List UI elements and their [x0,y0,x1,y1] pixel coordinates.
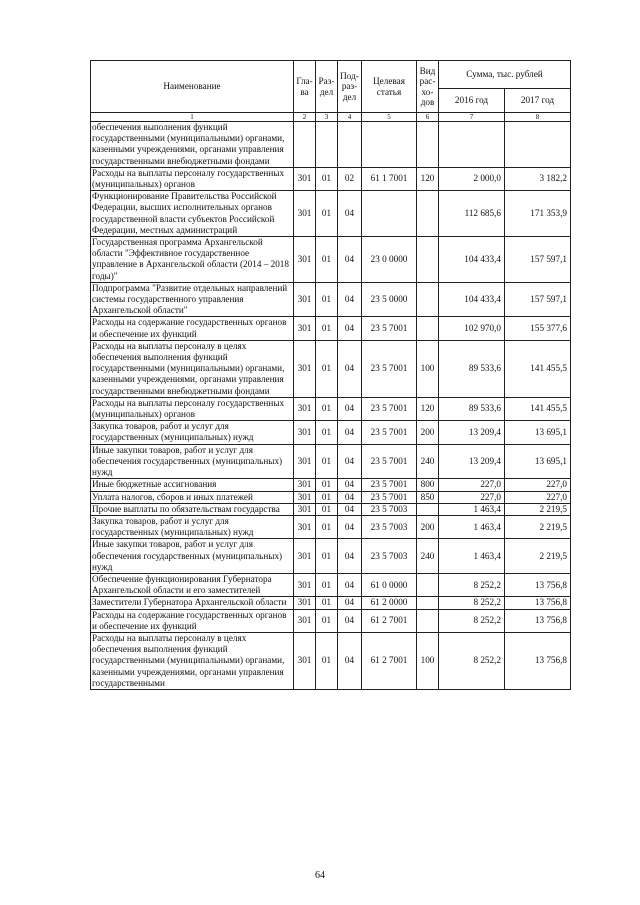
row-podrazdel: 04 [338,515,362,538]
row-expense-type: 200 [417,515,439,538]
row-expense-type: 100 [417,632,439,689]
row-name: Обеспечение функционирования Губернатора Архангельской области и его заместителей [91,573,294,596]
row-expense-type [417,317,439,340]
row-sum-2016: 102 970,0 [439,317,505,340]
row-sum-2017 [505,122,571,168]
header-year-2016: 2016 год [439,89,505,113]
row-expense-type: 800 [417,479,439,491]
header-sum: Сумма, тыс. рублей [439,61,571,89]
table-row [91,421,571,444]
row-name: Расходы на выплаты персоналу в целях обеспечения выполнения функций государственными (муниципальными) органами, казенными учреждениями, органами управления государственными внебюджетными фондами [91,340,294,397]
row-podrazdel: 04 [338,479,362,491]
row-podrazdel: 04 [338,632,362,689]
row-sum-2016: 1 463,4 [439,539,505,574]
row-glava: 301 [294,503,316,515]
row-expense-type [417,122,439,168]
row-glava: 301 [294,597,316,609]
header-year-2017: 2017 год [505,89,571,113]
row-glava: 301 [294,421,316,444]
row-target-article: 23 5 7001 [362,491,417,503]
row-sum-2017: 13 695,1 [505,421,571,444]
table-row [91,237,571,283]
row-razdel: 01 [316,573,338,596]
row-glava: 301 [294,491,316,503]
column-number: 3 [316,113,338,122]
row-razdel: 01 [316,444,338,479]
row-name: Заместители Губернатора Архангельской области [91,597,294,609]
row-podrazdel: 04 [338,573,362,596]
row-podrazdel: 04 [338,317,362,340]
row-name: Расходы на выплаты персоналу в целях обеспечения выполнения функций государственными (муниципальными) органами, казенными учреждениями, органами управления государственными [91,632,294,689]
table-row [91,573,571,596]
row-name: Иные закупки товаров, работ и услуг для обеспечения государственных (муниципальных) нужд [91,539,294,574]
row-expense-type [417,609,439,632]
row-expense-type [417,573,439,596]
row-sum-2016: 13 209,4 [439,421,505,444]
row-glava: 301 [294,340,316,397]
row-glava [294,122,316,168]
row-target-article: 61 2 7001 [362,609,417,632]
row-glava: 301 [294,609,316,632]
row-name: Подпрограмма "Развитие отдельных направлений системы государственного управления Архангельской области" [91,282,294,317]
row-sum-2016: 1 463,4 [439,515,505,538]
row-glava: 301 [294,479,316,491]
table-row [91,397,571,420]
row-sum-2016: 1 463,4 [439,503,505,515]
table-row [91,597,571,609]
row-sum-2017: 2 219,5 [505,539,571,574]
row-sum-2017: 13 756,8 [505,573,571,596]
row-glava: 301 [294,539,316,574]
row-target-article: 61 2 0000 [362,597,417,609]
row-sum-2017: 2 219,5 [505,503,571,515]
row-razdel: 01 [316,397,338,420]
row-name: Государственная программа Архангельской области "Эффективное государственное управление в Архангельской области (2014 – 2018 годы)" [91,237,294,283]
row-razdel: 01 [316,515,338,538]
row-glava: 301 [294,191,316,237]
row-target-article: 23 5 7001 [362,479,417,491]
row-sum-2017: 13 695,1 [505,444,571,479]
row-sum-2017: 227,0 [505,479,571,491]
row-sum-2016: 13 209,4 [439,444,505,479]
row-target-article: 61 1 7001 [362,167,417,190]
header-expense-type: Вид рас- хо- дов [417,61,439,113]
row-razdel: 01 [316,282,338,317]
row-razdel: 01 [316,503,338,515]
row-sum-2016: 8 252,2 [439,573,505,596]
row-expense-type: 100 [417,340,439,397]
row-sum-2016: 8 252,2 [439,632,505,689]
table-row [91,539,571,574]
row-sum-2017: 141 455,5 [505,397,571,420]
column-number: 4 [338,113,362,122]
row-name: Иные бюджетные ассигнования [91,479,294,491]
row-sum-2017: 141 455,5 [505,340,571,397]
row-razdel: 01 [316,491,338,503]
row-sum-2016: 112 685,6 [439,191,505,237]
row-expense-type: 200 [417,421,439,444]
row-name: Функционирование Правительства Российской Федерации, высших исполнительных органов государственной власти субъектов Российской Федерации, местных администраций [91,191,294,237]
row-razdel: 01 [316,191,338,237]
table-row [91,479,571,491]
row-podrazdel: 04 [338,444,362,479]
row-name: Расходы на содержание государственных органов и обеспечение их функций [91,609,294,632]
row-razdel: 01 [316,167,338,190]
column-number: 7 [439,113,505,122]
row-razdel: 01 [316,479,338,491]
table-row [91,122,571,168]
row-podrazdel [338,122,362,168]
row-sum-2017: 155 377,6 [505,317,571,340]
row-razdel: 01 [316,340,338,397]
table-row [91,282,571,317]
row-name: Закупка товаров, работ и услуг для государственных (муниципальных) нужд [91,515,294,538]
row-target-article: 23 5 0000 [362,282,417,317]
row-sum-2017: 227,0 [505,491,571,503]
row-sum-2016: 227,0 [439,479,505,491]
row-name: Прочие выплаты по обязательствам государства [91,503,294,515]
row-target-article: 61 0 0000 [362,573,417,596]
row-sum-2016: 227,0 [439,491,505,503]
table-row [91,632,571,689]
row-podrazdel: 04 [338,397,362,420]
row-podrazdel: 04 [338,609,362,632]
column-number: 1 [91,113,294,122]
table-row [91,340,571,397]
row-target-article: 23 5 7001 [362,340,417,397]
table-row [91,191,571,237]
row-sum-2016: 104 433,4 [439,282,505,317]
row-expense-type [417,191,439,237]
row-podrazdel: 02 [338,167,362,190]
header-name: Наименование [91,61,294,113]
row-podrazdel: 04 [338,503,362,515]
row-target-article: 23 5 7003 [362,539,417,574]
row-sum-2016 [439,122,505,168]
row-glava: 301 [294,237,316,283]
row-razdel: 01 [316,597,338,609]
row-sum-2016: 104 433,4 [439,237,505,283]
row-razdel: 01 [316,421,338,444]
row-glava: 301 [294,167,316,190]
row-target-article [362,191,417,237]
table-body [91,122,571,690]
header-razdel: Раз- дел [316,61,338,113]
row-sum-2017: 157 597,1 [505,282,571,317]
row-target-article: 23 0 0000 [362,237,417,283]
row-target-article: 23 5 7001 [362,397,417,420]
row-razdel: 01 [316,317,338,340]
row-expense-type [417,282,439,317]
page-number: 64 [315,870,325,881]
row-sum-2017: 2 219,5 [505,515,571,538]
row-sum-2016: 2 000,0 [439,167,505,190]
row-sum-2017: 3 182,2 [505,167,571,190]
row-expense-type: 120 [417,397,439,420]
header-target-article: Целевая статья [362,61,417,113]
row-expense-type [417,597,439,609]
row-name: Расходы на выплаты персоналу государственных (муниципальных) органов [91,397,294,420]
row-name: Закупка товаров, работ и услуг для государственных (муниципальных) нужд [91,421,294,444]
row-sum-2017: 171 353,9 [505,191,571,237]
row-podrazdel: 04 [338,491,362,503]
row-sum-2017: 13 756,8 [505,609,571,632]
row-glava: 301 [294,632,316,689]
table-row [91,444,571,479]
budget-table [90,60,571,690]
column-number: 5 [362,113,417,122]
row-sum-2017: 13 756,8 [505,597,571,609]
table-row [91,609,571,632]
row-sum-2016: 8 252,2 [439,609,505,632]
row-podrazdel: 04 [338,282,362,317]
header-glava: Гла- ва [294,61,316,113]
column-number: 8 [505,113,571,122]
column-number: 6 [417,113,439,122]
row-sum-2017: 13 756,8 [505,632,571,689]
row-name: Расходы на выплаты персоналу государственных (муниципальных) органов [91,167,294,190]
row-target-article: 23 5 7001 [362,421,417,444]
row-expense-type: 240 [417,539,439,574]
row-sum-2016: 89 533,6 [439,340,505,397]
row-podrazdel: 04 [338,539,362,574]
row-sum-2017: 157 597,1 [505,237,571,283]
row-podrazdel: 04 [338,421,362,444]
row-name: Иные закупки товаров, работ и услуг для обеспечения государственных (муниципальных) нужд [91,444,294,479]
row-target-article: 61 2 7001 [362,632,417,689]
column-number: 2 [294,113,316,122]
row-expense-type: 120 [417,167,439,190]
table-row [91,515,571,538]
row-name: Уплата налогов, сборов и иных платежей [91,491,294,503]
row-expense-type: 850 [417,491,439,503]
row-target-article: 23 5 7001 [362,317,417,340]
row-glava: 301 [294,515,316,538]
row-razdel: 01 [316,609,338,632]
row-sum-2016: 89 533,6 [439,397,505,420]
row-target-article: 23 5 7003 [362,503,417,515]
row-glava: 301 [294,444,316,479]
row-name: обеспечения выполнения функций государственными (муниципальными) органами, казенными учреждениями, органами управления государственными внебюджетными фондами [91,122,294,168]
row-razdel: 01 [316,539,338,574]
table-row [91,503,571,515]
row-expense-type: 240 [417,444,439,479]
row-target-article [362,122,417,168]
row-podrazdel: 04 [338,340,362,397]
header-podrazdel: Под- раз- дел [338,61,362,113]
table-row [91,167,571,190]
row-sum-2016: 8 252,2 [439,597,505,609]
row-glava: 301 [294,317,316,340]
row-podrazdel: 04 [338,237,362,283]
row-expense-type [417,237,439,283]
row-podrazdel: 04 [338,597,362,609]
table-row [91,491,571,503]
table-row [91,317,571,340]
row-name: Расходы на содержание государственных органов и обеспечение их функций [91,317,294,340]
row-target-article: 23 5 7003 [362,515,417,538]
row-razdel: 01 [316,237,338,283]
row-target-article: 23 5 7001 [362,444,417,479]
row-glava: 301 [294,397,316,420]
row-glava: 301 [294,282,316,317]
row-podrazdel: 04 [338,191,362,237]
row-glava: 301 [294,573,316,596]
row-razdel [316,122,338,168]
row-expense-type [417,503,439,515]
row-razdel: 01 [316,632,338,689]
